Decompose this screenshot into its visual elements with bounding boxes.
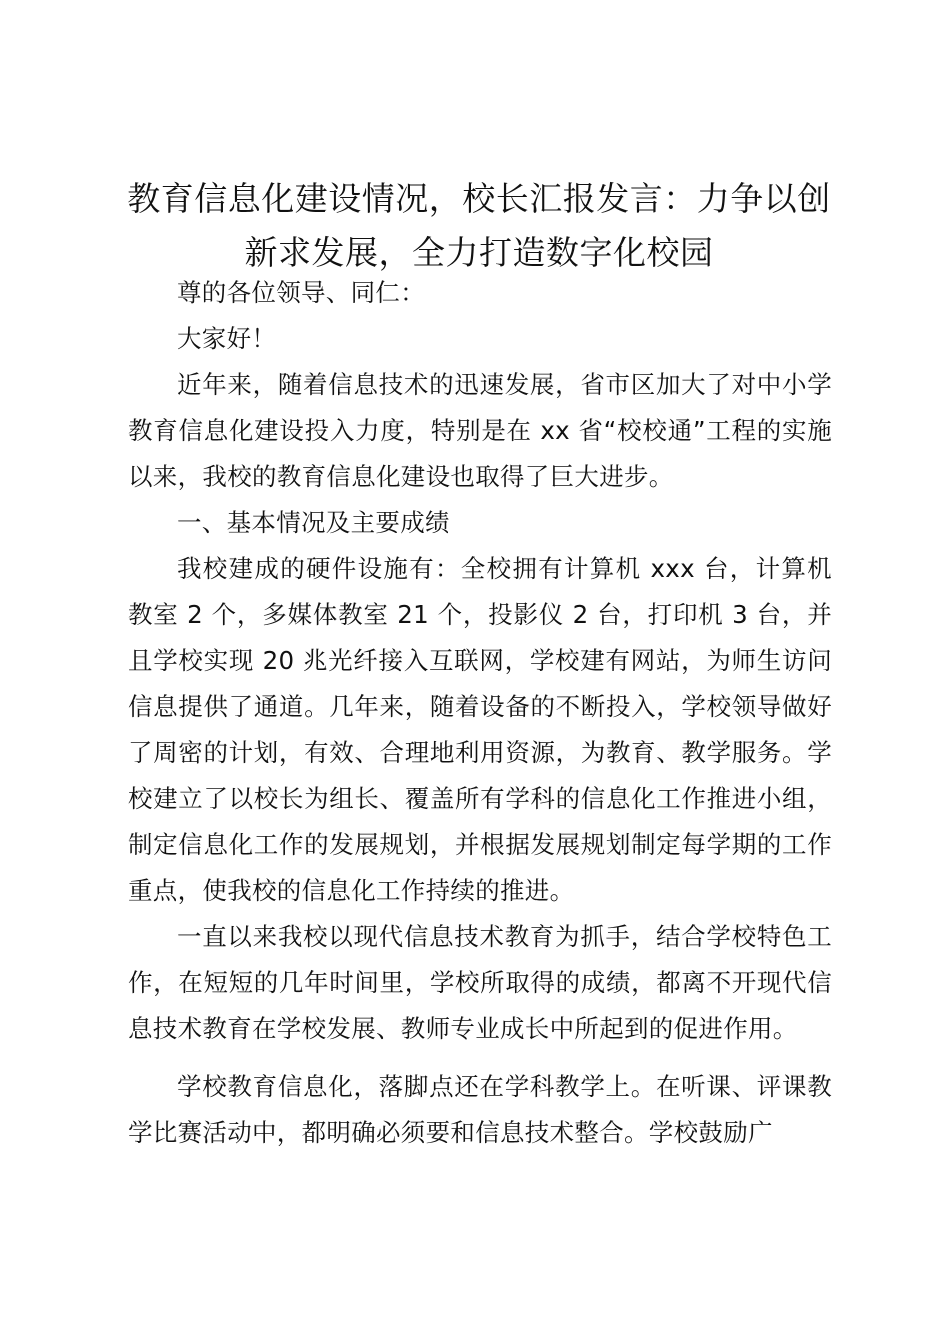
achievement-paragraph: 一直以来我校以现代信息技术教育为抓手，结合学校特色工作，在短短的几年时间里，学校所取得的成绩，都离不开现代信息技术教育在学校发展、教师专业成长中所起到的促进作用。 (128, 922, 832, 1043)
hardware-paragraph: 我校建成的硬件设施有：全校拥有计算机 xxx 台，计算机教室 2 个，多媒体教室 21 个，投影仪 2 台，打印机 3 台，并且学校实现 20 兆光纤接入互联网，学校建有网站，为师生访问信息提供了通道。几年来，随着设备的不断投入，学校领导做好了周密的计划，有效、合理地利用资源，为教育、教学服务。学校建立了以校长为组长、覆盖所有学科的信息化工作推进小组，制定信息化工作的发展规划，并根据发展规划制定每学期的工作重点，使我校的信息化工作持续的推进。 (128, 554, 832, 905)
teaching-paragraph: 学校教育信息化，落脚点还在学科教学上。在听课、评课教学比赛活动中，都明确必须要和信息技术整合。学校鼓励广 (128, 1072, 832, 1147)
section-heading: 一、基本情况及主要成绩 (177, 508, 450, 537)
greeting-paragraph: 大家好！ (177, 324, 277, 353)
intro-paragraph: 近年来，随着信息技术的迅速发展，省市区加大了对中小学教育信息化建设投入力度，特别是在 xx 省“校校通”工程的实施以来，我校的教育信息化建设也取得了巨大进步。 (128, 370, 832, 491)
document-body (128, 270, 832, 1156)
document-title: 教育信息化建设情况，校长汇报发言：力争以创新求发展，全力打造数字化校园 (127, 179, 831, 272)
salutation-paragraph: 尊的各位领导、同仁： (177, 278, 425, 307)
